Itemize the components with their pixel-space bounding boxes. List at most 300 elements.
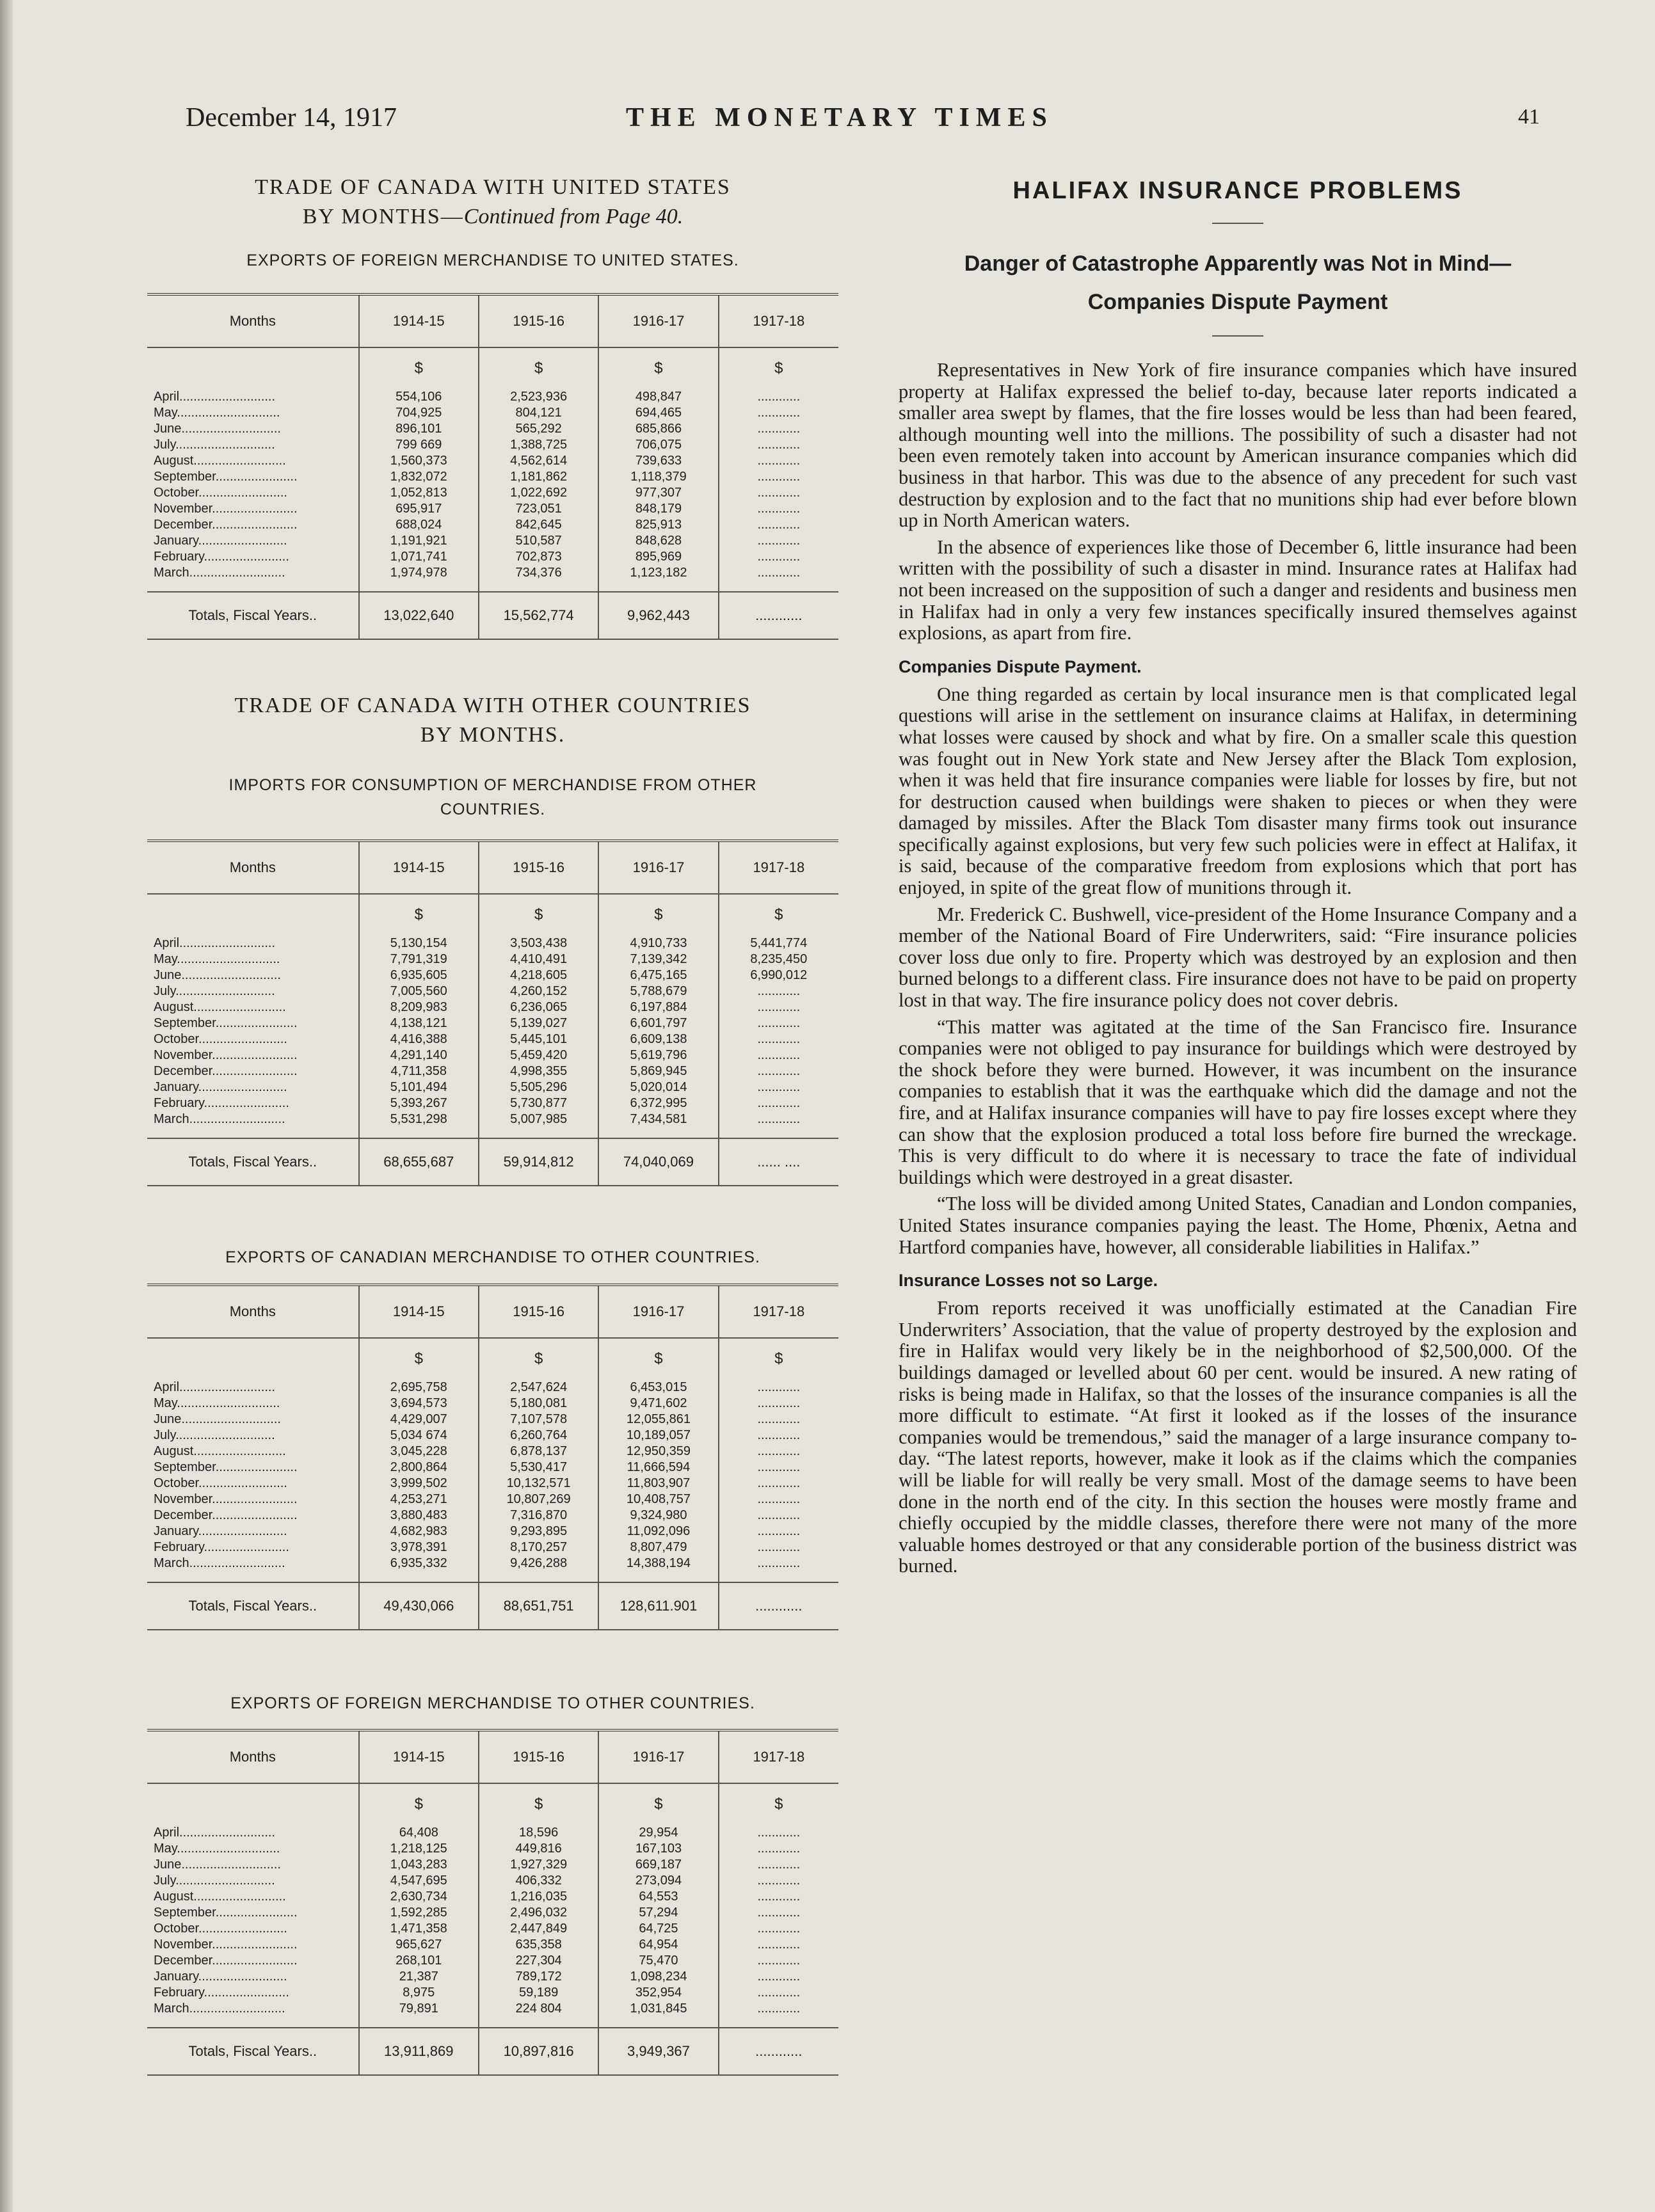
- table-cell: 669,187: [598, 1857, 718, 1873]
- totals-cell: ............: [719, 592, 838, 639]
- table-cell: 11,803,907: [598, 1476, 718, 1492]
- table-title-1: EXPORTS OF FOREIGN MERCHANDISE TO UNITED STATES.: [246, 251, 739, 269]
- table-cell: 635,358: [479, 1937, 598, 1953]
- totals-cell: 15,562,774: [479, 592, 598, 639]
- currency-symbol: $: [598, 1338, 718, 1380]
- table-cell: 1,123,182: [598, 565, 718, 581]
- table-cell: 4,253,271: [359, 1492, 479, 1508]
- subheading-dispute: Companies Dispute Payment.: [899, 656, 1142, 676]
- table-cell: 5,788,679: [598, 983, 718, 999]
- table-row: [147, 1031, 838, 1047]
- table-cell: 1,098,234: [598, 1969, 718, 1985]
- table-cell: 9,471,602: [598, 1396, 718, 1412]
- table-row: [147, 517, 838, 533]
- table-cell: 2,496,032: [479, 1905, 598, 1921]
- month-label: June............................: [154, 968, 281, 982]
- month-label: September.......................: [154, 1460, 298, 1474]
- article-title: HALIFAX INSURANCE PROBLEMS: [1012, 177, 1463, 204]
- table-cell: 79,891: [359, 2001, 479, 2017]
- month-label: March...........................: [154, 1112, 285, 1126]
- table-cell: 5,530,417: [479, 1460, 598, 1476]
- table-cell: 11,092,096: [598, 1524, 718, 1540]
- table-cell: 6,260,764: [479, 1428, 598, 1444]
- month-label: January.........................: [154, 534, 287, 548]
- section-heading-other: [147, 691, 838, 750]
- table-row: [147, 1857, 838, 1873]
- table-cell: 695,917: [359, 501, 479, 517]
- paragraph: From reports received it was unofficially estimated at the Canadian Fire Underwriters’ Association, that the value of property destroyed by the explosion and fire in Halifax would very likely be in the neighborhood of $2,500,000. Of the buildings damaged or levelled about 60 per cent. would be insured. A new rating of risks is being made in Halifax, so that the losses of the insurance companies is all the more difficult to estimate. “At first it looked as if the losses of the insurance companies would be tremendous,” said the manager of a large insurance company to-day. “The latest reports, however, make it look as if the claims which the companies will be liable for will really be very small. Most of the damage seems to have been done in the north end of the city. In this section the houses were mostly frame and chiefly occupied by the middle classes, therefore there were not many of the more valuable homes destroyed or that any considerable portion of the business district was burned.: [899, 1297, 1577, 1577]
- currency-symbol: $: [359, 1783, 479, 1825]
- table-exports-foreign-us: [147, 293, 838, 640]
- table-cell: 1,022,692: [479, 485, 598, 501]
- totals-cell: 49,430,066: [359, 1582, 479, 1630]
- table-cell: ............: [719, 565, 838, 581]
- table-imports-other: [147, 839, 838, 1186]
- table-cell: 5,619,796: [598, 1047, 718, 1063]
- table-cell: 4,562,614: [479, 453, 598, 469]
- table-cell: 848,179: [598, 501, 718, 517]
- table-row: [147, 1921, 838, 1937]
- month-label: February........................: [154, 1985, 289, 2000]
- table-cell: ............: [719, 1953, 838, 1969]
- table-title-3: EXPORTS OF CANADIAN MERCHANDISE TO OTHER COUNTRIES.: [225, 1248, 760, 1266]
- totals-cell: 128,611.901: [598, 1582, 718, 1630]
- month-label: February........................: [154, 550, 289, 564]
- table-cell: 3,503,438: [479, 935, 598, 951]
- currency-symbol: $: [719, 894, 838, 935]
- table-cell: 565,292: [479, 421, 598, 437]
- table-row: [147, 1380, 838, 1396]
- month-label: October.........................: [154, 1476, 287, 1490]
- table-cell: 4,711,358: [359, 1063, 479, 1079]
- table-cell: ............: [719, 1857, 838, 1873]
- currency-symbol: $: [479, 894, 598, 935]
- table-row: [147, 1825, 838, 1841]
- column-header-year: 1914-15: [359, 1285, 479, 1338]
- table-cell: 6,935,605: [359, 967, 479, 983]
- table-cell: 734,376: [479, 565, 598, 581]
- table-cell: 4,291,140: [359, 1047, 479, 1063]
- month-label: February........................: [154, 1096, 289, 1110]
- table-cell: 2,523,936: [479, 389, 598, 405]
- table-cell: 4,910,733: [598, 935, 718, 951]
- spacer-cell: [719, 2017, 838, 2028]
- table-cell: ............: [719, 1937, 838, 1953]
- table-cell: 167,103: [598, 1841, 718, 1857]
- table-cell: 4,416,388: [359, 1031, 479, 1047]
- column-header-months: Months: [147, 294, 359, 347]
- currency-symbol: $: [719, 1783, 838, 1825]
- table-cell: 977,307: [598, 485, 718, 501]
- table-cell: 4,260,152: [479, 983, 598, 999]
- spacer-cell: [359, 2017, 479, 2028]
- month-label: October.........................: [154, 486, 287, 500]
- table-cell: 29,954: [598, 1825, 718, 1841]
- running-header: [0, 102, 1655, 141]
- table-cell: 9,426,288: [479, 1556, 598, 1571]
- table-row: [147, 1556, 838, 1571]
- table-cell: 10,807,269: [479, 1492, 598, 1508]
- table-cell: 9,324,980: [598, 1508, 718, 1524]
- month-label: December........................: [154, 518, 298, 532]
- column-header-months: Months: [147, 1285, 359, 1338]
- totals-cell: 59,914,812: [479, 1138, 598, 1186]
- totals-row: [147, 1582, 838, 1630]
- table-cell: ............: [719, 533, 838, 549]
- table-row: [147, 1444, 838, 1460]
- table-row: [147, 469, 838, 485]
- table-cell: 9,293,895: [479, 1524, 598, 1540]
- month-label: April...........................: [154, 390, 276, 404]
- table-title-4: EXPORTS OF FOREIGN MERCHANDISE TO OTHER COUNTRIES.: [230, 1694, 755, 1712]
- table-row: [147, 1396, 838, 1412]
- table-cell: ............: [719, 1015, 838, 1031]
- table-cell: ............: [719, 469, 838, 485]
- table-cell: ............: [719, 1111, 838, 1127]
- journal-title: THE MONETARY TIMES: [626, 103, 1053, 132]
- table-cell: ............: [719, 1047, 838, 1063]
- totals-label: Totals, Fiscal Years..: [147, 1582, 359, 1630]
- table-cell: 57,294: [598, 1905, 718, 1921]
- table-row: [147, 421, 838, 437]
- table-cell: 5,139,027: [479, 1015, 598, 1031]
- totals-label: Totals, Fiscal Years..: [147, 2028, 359, 2075]
- table-cell: 449,816: [479, 1841, 598, 1857]
- table-cell: 4,429,007: [359, 1412, 479, 1428]
- table-cell: ............: [719, 437, 838, 453]
- table-cell: 5,531,298: [359, 1111, 479, 1127]
- column-header-year: 1916-17: [598, 841, 718, 894]
- totals-cell: ............: [719, 2028, 838, 2075]
- table-cell: ............: [719, 1444, 838, 1460]
- table-cell: 706,075: [598, 437, 718, 453]
- currency-row-spacer: [147, 1783, 359, 1825]
- table-cell: ............: [719, 1460, 838, 1476]
- totals-row: [147, 1138, 838, 1186]
- table-cell: ............: [719, 1825, 838, 1841]
- table-cell: 12,055,861: [598, 1412, 718, 1428]
- table-cell: 12,950,359: [598, 1444, 718, 1460]
- month-label: August..........................: [154, 1890, 286, 1904]
- table-cell: 3,880,483: [359, 1508, 479, 1524]
- month-label: November........................: [154, 1937, 298, 1952]
- table-cell: 799 669: [359, 437, 479, 453]
- trade-tables-column: [147, 173, 838, 2169]
- paragraph: “This matter was agitated at the time of the San Francisco fire. Insurance companies were not obliged to pay insurance for buildings which were destroyed by the shock before they were burned. However, it was incumbent on the insurance companies to establish that it was the earthquake which did the damage and not the fire, and at Halifax insurance companies will have to pay fire losses except where they can show that the explosion produced a total loss before fire burned the wreckage. This is very difficult to do where it is necessary to trace the fate of individual buildings which were destroyed in a great disaster.: [899, 1015, 1577, 1188]
- table-row: [147, 1079, 838, 1095]
- currency-symbol: $: [359, 894, 479, 935]
- spacer-cell: [719, 1571, 838, 1582]
- table-cell: ............: [719, 1079, 838, 1095]
- table-cell: 1,191,921: [359, 533, 479, 549]
- table-cell: 1,118,379: [598, 469, 718, 485]
- table-cell: 64,725: [598, 1921, 718, 1937]
- section-heading-us-line2: BY MONTHS—Continued from Page 40.: [302, 205, 684, 228]
- table-cell: 2,800,864: [359, 1460, 479, 1476]
- table-cell: 224 804: [479, 2001, 598, 2017]
- spacer-cell: [359, 1127, 479, 1138]
- table-cell: ............: [719, 1540, 838, 1556]
- column-header-year: 1917-18: [719, 1285, 838, 1338]
- table-row: [147, 501, 838, 517]
- table-cell: 510,587: [479, 533, 598, 549]
- table-row: [147, 1937, 838, 1953]
- table-cell: 5,869,945: [598, 1063, 718, 1079]
- table-cell: 1,031,845: [598, 2001, 718, 2017]
- table-cell: ............: [719, 1380, 838, 1396]
- table-cell: ............: [719, 1969, 838, 1985]
- totals-cell: ...... ....: [719, 1138, 838, 1186]
- column-header-year: 1916-17: [598, 294, 718, 347]
- spacer-cell: [598, 1571, 718, 1582]
- totals-cell: 9,962,443: [598, 592, 718, 639]
- month-label: April...........................: [154, 1380, 276, 1394]
- month-label: May.............................: [154, 1396, 280, 1410]
- table-cell: 8,209,983: [359, 999, 479, 1015]
- page-binding-edge: [0, 0, 13, 2212]
- table-cell: 5,020,014: [598, 1079, 718, 1095]
- table-cell: 6,475,165: [598, 967, 718, 983]
- month-label: June............................: [154, 1412, 281, 1426]
- table-cell: 7,005,560: [359, 983, 479, 999]
- table-cell: ............: [719, 517, 838, 533]
- table-cell: 64,553: [598, 1889, 718, 1905]
- table-title-2: IMPORTS FOR CONSUMPTION OF MERCHANDISE FROM OTHER COUNTRIES.: [228, 776, 757, 818]
- table-cell: 8,170,257: [479, 1540, 598, 1556]
- table-cell: 702,873: [479, 549, 598, 565]
- paragraph: Mr. Frederick C. Bushwell, vice-president of the Home Insurance Company and a member of the National Board of Fire Underwriters, said: “Fire insurance policies cover loss due only to fire. Property which was destroyed by an explosion and then burned belongs to a different class. Fire insurance does not have to be paid on property lost in that way. The fire insurance policy does not cover debris.: [899, 903, 1577, 1012]
- table-row: [147, 1905, 838, 1921]
- totals-cell: 13,911,869: [359, 2028, 479, 2075]
- totals-cell: 10,897,816: [479, 2028, 598, 2075]
- table-cell: 5,441,774: [719, 935, 838, 951]
- table-row: [147, 1047, 838, 1063]
- table-cell: 10,408,757: [598, 1492, 718, 1508]
- table-cell: 4,218,605: [479, 967, 598, 983]
- table-cell: 10,132,571: [479, 1476, 598, 1492]
- table-cell: ............: [719, 2001, 838, 2017]
- table-cell: ............: [719, 453, 838, 469]
- table-row: [147, 1476, 838, 1492]
- currency-symbol: $: [479, 1338, 598, 1380]
- totals-row: [147, 2028, 838, 2075]
- table-cell: 3,045,228: [359, 1444, 479, 1460]
- month-label: December........................: [154, 1953, 298, 1968]
- month-label: July............................: [154, 438, 275, 452]
- table-row: [147, 1063, 838, 1079]
- table-cell: ............: [719, 501, 838, 517]
- month-label: November........................: [154, 502, 298, 516]
- paragraph: Representatives in New York of fire insurance companies which have insured property at Halifax expressed the belief to-day, because later reports indicated a smaller area swept by flames, that the fire losses would be less than had been feared, although mounting well into the millions. The possibility of such a disaster had not been even remotely taken into account by American insurance companies which did business in that harbor. This was due to the absence of any precedent for such vast destruction by explosion and to the fact that no munitions ship had ever before blown up in North American waters.: [899, 359, 1577, 532]
- spacer-cell: [598, 581, 718, 592]
- currency-symbol: $: [598, 1783, 718, 1825]
- table-cell: 5,730,877: [479, 1095, 598, 1111]
- table-cell: 7,316,870: [479, 1508, 598, 1524]
- month-label: August..........................: [154, 1444, 286, 1458]
- table-cell: 5,505,296: [479, 1079, 598, 1095]
- table-row: [147, 1873, 838, 1889]
- month-label: January.........................: [154, 1524, 287, 1538]
- table-cell: 1,071,741: [359, 549, 479, 565]
- table-cell: 4,547,695: [359, 1873, 479, 1889]
- month-label: April...........................: [154, 936, 276, 950]
- page-number: 41: [1518, 105, 1540, 129]
- column-header-year: 1914-15: [359, 841, 479, 894]
- column-header-year: 1916-17: [598, 1730, 718, 1783]
- table-row: [147, 1460, 838, 1476]
- table-cell: 554,106: [359, 389, 479, 405]
- table-cell: 21,387: [359, 1969, 479, 1985]
- currency-symbol: $: [359, 347, 479, 389]
- section-heading-us: [147, 173, 838, 232]
- subheading-losses: Insurance Losses not so Large.: [899, 1271, 1158, 1291]
- table-cell: 5,101,494: [359, 1079, 479, 1095]
- table-cell: 895,969: [598, 549, 718, 565]
- paragraph: In the absence of experiences like those of December 6, little insurance had been written with the possibility of such a disaster in mind. Insurance rates at Halifax had not been increased on the supposition of such a danger and residents and business men in Halifax had in only a very few instances specifically insured themselves against explosions, as apart from fire.: [899, 536, 1577, 644]
- table-cell: 804,121: [479, 405, 598, 421]
- article-body: [899, 360, 1577, 1577]
- table-cell: 11,666,594: [598, 1460, 718, 1476]
- totals-label: Totals, Fiscal Years..: [147, 1138, 359, 1186]
- table-cell: ............: [719, 999, 838, 1015]
- table-cell: 825,913: [598, 517, 718, 533]
- table-cell: 1,216,035: [479, 1889, 598, 1905]
- table-cell: ............: [719, 1556, 838, 1571]
- month-label: May.............................: [154, 406, 280, 420]
- table-cell: 4,410,491: [479, 951, 598, 967]
- title-rule: [1212, 223, 1263, 224]
- month-label: April...........................: [154, 1826, 276, 1840]
- table-row: [147, 1428, 838, 1444]
- spacer-cell: [479, 1571, 598, 1582]
- table-cell: 1,974,978: [359, 565, 479, 581]
- totals-cell: 13,022,640: [359, 592, 479, 639]
- continued-note: Continued from Page 40.: [463, 205, 684, 228]
- table-cell: ............: [719, 421, 838, 437]
- table-cell: 3,694,573: [359, 1396, 479, 1412]
- table-cell: 1,927,329: [479, 1857, 598, 1873]
- table-cell: 268,101: [359, 1953, 479, 1969]
- table-cell: 965,627: [359, 1937, 479, 1953]
- spacer-cell: [359, 581, 479, 592]
- table-cell: ............: [719, 1063, 838, 1079]
- column-header-year: 1915-16: [479, 841, 598, 894]
- table-cell: ............: [719, 1508, 838, 1524]
- spacer-cell: [147, 1127, 359, 1138]
- month-label: September.......................: [154, 1016, 298, 1030]
- table-cell: 352,954: [598, 1985, 718, 2001]
- column-header-year: 1916-17: [598, 1285, 718, 1338]
- table-cell: ............: [719, 1905, 838, 1921]
- table-row: [147, 1841, 838, 1857]
- month-label: March...........................: [154, 566, 285, 580]
- totals-cell: 3,949,367: [598, 2028, 718, 2075]
- table-cell: ............: [719, 1428, 838, 1444]
- month-label: June............................: [154, 1858, 281, 1872]
- table-cell: ............: [719, 549, 838, 565]
- table-cell: 1,043,283: [359, 1857, 479, 1873]
- article-column: [899, 173, 1577, 2176]
- spacer-cell: [147, 1571, 359, 1582]
- month-label: May.............................: [154, 952, 280, 966]
- table-cell: ............: [719, 1031, 838, 1047]
- table-cell: ............: [719, 1095, 838, 1111]
- month-label: July............................: [154, 1874, 275, 1888]
- section-heading-us-line1: TRADE OF CANADA WITH UNITED STATES: [255, 175, 731, 199]
- table-cell: 7,107,578: [479, 1412, 598, 1428]
- currency-row-spacer: [147, 894, 359, 935]
- month-label: November........................: [154, 1048, 298, 1062]
- column-header-months: Months: [147, 1730, 359, 1783]
- table-cell: 10,189,057: [598, 1428, 718, 1444]
- month-label: June............................: [154, 422, 281, 436]
- month-label: October.........................: [154, 1032, 287, 1046]
- table-cell: 789,172: [479, 1969, 598, 1985]
- table-row: [147, 485, 838, 501]
- month-label: December........................: [154, 1508, 298, 1522]
- table-cell: 704,925: [359, 405, 479, 421]
- table-row: [147, 389, 838, 405]
- table-row: [147, 1508, 838, 1524]
- table-cell: 6,453,015: [598, 1380, 718, 1396]
- table-row: [147, 453, 838, 469]
- table-cell: 8,975: [359, 1985, 479, 2001]
- table-cell: 7,791,319: [359, 951, 479, 967]
- column-header-year: 1915-16: [479, 1730, 598, 1783]
- table-row: [147, 999, 838, 1015]
- table-cell: 896,101: [359, 421, 479, 437]
- table-cell: 2,630,734: [359, 1889, 479, 1905]
- table-cell: ............: [719, 405, 838, 421]
- table-cell: 6,372,995: [598, 1095, 718, 1111]
- month-label: March...........................: [154, 2001, 285, 2016]
- column-header-year: 1917-18: [719, 1730, 838, 1783]
- table-cell: 2,695,758: [359, 1380, 479, 1396]
- table-cell: 273,094: [598, 1873, 718, 1889]
- table-exports-canadian-other: [147, 1284, 838, 1630]
- table-cell: 688,024: [359, 517, 479, 533]
- column-header-months: Months: [147, 841, 359, 894]
- table-cell: 2,547,624: [479, 1380, 598, 1396]
- spacer-cell: [479, 2017, 598, 2028]
- table-row: [147, 951, 838, 967]
- issue-date: December 14, 1917: [186, 103, 397, 132]
- month-label: September.......................: [154, 1906, 298, 1920]
- table-cell: 842,645: [479, 517, 598, 533]
- table-cell: ............: [719, 1873, 838, 1889]
- table-cell: 6,878,137: [479, 1444, 598, 1460]
- month-label: February........................: [154, 1540, 289, 1554]
- table-cell: 8,807,479: [598, 1540, 718, 1556]
- spacer-cell: [719, 1127, 838, 1138]
- column-header-year: 1917-18: [719, 841, 838, 894]
- table-row: [147, 1412, 838, 1428]
- column-header-year: 1915-16: [479, 1285, 598, 1338]
- table-cell: 1,052,813: [359, 485, 479, 501]
- table-cell: 5,180,081: [479, 1396, 598, 1412]
- column-header-year: 1915-16: [479, 294, 598, 347]
- table-cell: 1,388,725: [479, 437, 598, 453]
- table-cell: 14,388,194: [598, 1556, 718, 1571]
- totals-label: Totals, Fiscal Years..: [147, 592, 359, 639]
- month-label: January.........................: [154, 1080, 287, 1094]
- table-row: [147, 967, 838, 983]
- month-label: March...........................: [154, 1556, 285, 1570]
- table-cell: ............: [719, 983, 838, 999]
- month-label: September.......................: [154, 470, 298, 484]
- table-row: [147, 1540, 838, 1556]
- table-cell: ............: [719, 389, 838, 405]
